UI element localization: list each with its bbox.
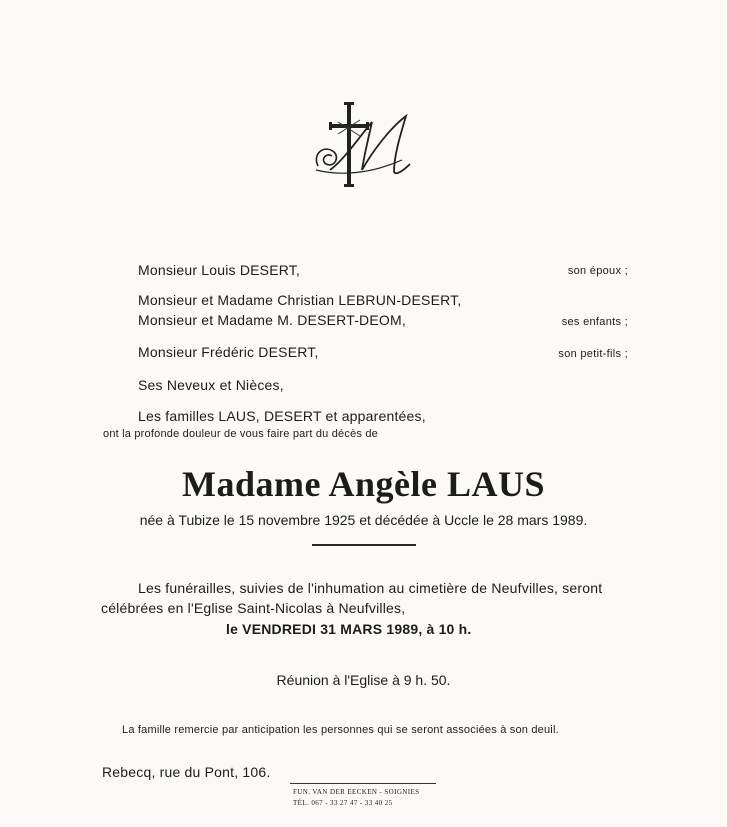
- deceased-name: Madame Angèle LAUS: [182, 464, 545, 504]
- funeral-date: le VENDREDI 31 MARS 1989, à 10 h.: [226, 621, 472, 637]
- grandson-role: son petit-fils ;: [558, 348, 628, 360]
- child-1-name: Monsieur et Madame Christian LEBRUN-DESERT,: [138, 292, 462, 308]
- cross-monogram-emblem: [310, 100, 420, 190]
- families-line: Les familles LAUS, DESERT et apparentées,: [138, 408, 426, 424]
- grandson-name: Monsieur Frédéric DESERT,: [138, 344, 319, 360]
- funeral-line-2: célébrées en l'Eglise Saint-Nicolas à Neufvilles,: [101, 600, 406, 616]
- husband-name: Monsieur Louis DESERT,: [138, 262, 301, 278]
- address-line: Rebecq, rue du Pont, 106.: [102, 764, 271, 780]
- birth-death-dates: née à Tubize le 15 novembre 1925 et décédée à Uccle le 28 mars 1989.: [139, 512, 588, 528]
- printer-name: FUN. VAN DER EECKEN - SOIGNIES: [293, 788, 420, 796]
- printer-tel: TÉL. 067 - 33 27 47 - 33 40 25: [293, 799, 393, 807]
- nephews-line: Ses Neveux et Nièces,: [138, 377, 284, 393]
- husband-role: son époux ;: [567, 265, 628, 277]
- divider-rule: [312, 544, 416, 546]
- announcement-line: ont la profonde douleur de vous faire part du décès de: [103, 428, 378, 440]
- funeral-line-1: Les funérailles, suivies de l'inhumation au cimetière de Neufvilles, seront: [138, 580, 603, 596]
- thanks-line: La famille remercie par anticipation les personnes qui se seront associées à son deuil.: [122, 724, 559, 736]
- footer-rule: [290, 783, 436, 784]
- child-2-name: Monsieur et Madame M. DESERT-DEOM,: [138, 312, 406, 328]
- children-role: ses enfants ;: [561, 316, 628, 328]
- gathering-time: Réunion à l'Eglise à 9 h. 50.: [276, 672, 451, 688]
